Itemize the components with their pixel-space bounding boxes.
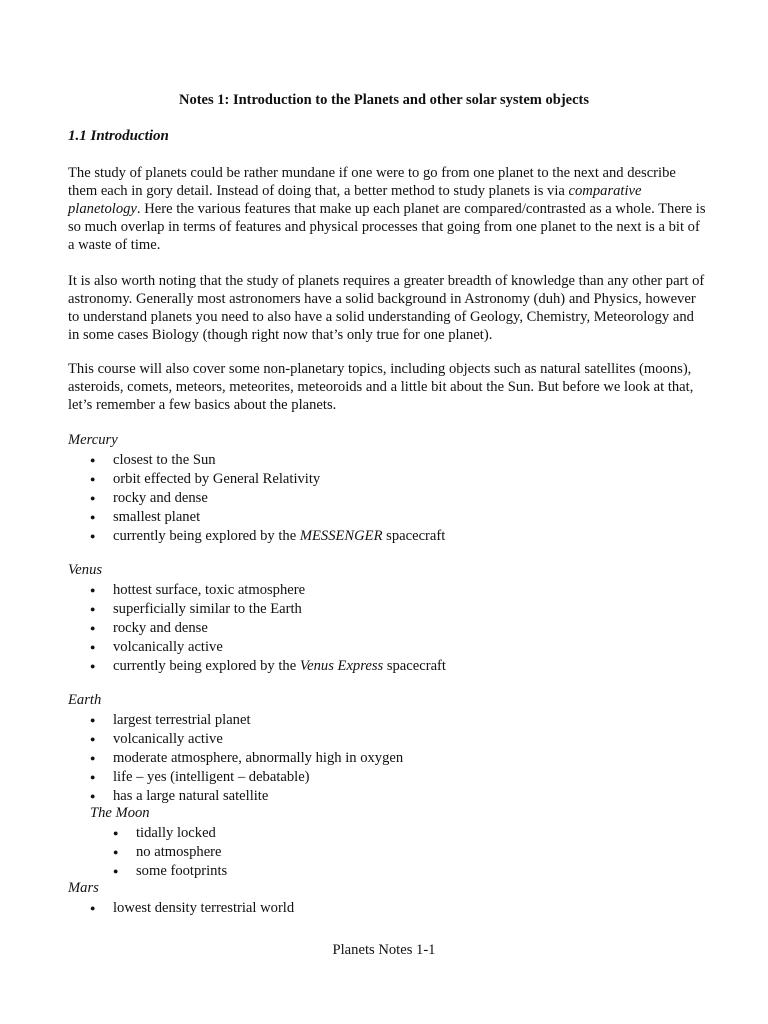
list-item: ● currently being explored by the Venus Express spacecraft bbox=[90, 657, 446, 676]
venus-heading: Venus bbox=[68, 562, 103, 578]
earth-heading: Earth bbox=[68, 692, 102, 708]
mercury-heading: Mercury bbox=[68, 432, 118, 448]
venus-list bbox=[90, 581, 446, 676]
list-item: ● lowest density terrestrial world bbox=[90, 899, 294, 918]
list-item: ● smallest planet bbox=[90, 508, 445, 527]
page-title: Notes 1: Introduction to the Planets and other solar system objects bbox=[178, 92, 589, 108]
list-item: ● rocky and dense bbox=[90, 489, 445, 508]
list-item: ● closest to the Sun bbox=[90, 451, 445, 470]
list-item: ● some footprints bbox=[113, 862, 227, 881]
page-footer: Planets Notes 1-1 bbox=[332, 942, 436, 958]
list-item: ● rocky and dense bbox=[90, 619, 446, 638]
intro-paragraph-2: It is also worth noting that the study of planets requires a greater breadth of knowledge than any other part of astronomy. Generally most astronomers have a solid background in Astronomy (duh) and Physics, however to understand planets you need to also have a solid understanding of Geology, Chemistry, Meteorology and in some cases Biology (though right now that’s only true for one planet). bbox=[68, 273, 705, 343]
intro-paragraph-1: The study of planets could be rather mundane if one were to go from one planet to the next and describe them each in gory detail. Instead of doing that, a better method to study planets is via comparative planetology. Here the various features that make up each planet are compared/contrasted as a whole. There is so much overlap in terms of features and physical processes that going from one planet to the next is a bit of a waste of time. bbox=[68, 165, 706, 253]
list-item: ● hottest surface, toxic atmosphere bbox=[90, 581, 446, 600]
list-item: ● tidally locked bbox=[113, 824, 227, 843]
mercury-list bbox=[90, 451, 445, 546]
list-item: ● orbit effected by General Relativity bbox=[90, 470, 445, 489]
list-item: ● life – yes (intelligent – debatable) bbox=[90, 768, 403, 787]
mars-heading: Mars bbox=[68, 880, 99, 896]
emphasis-comparative-planetology: comparative planetology bbox=[68, 183, 642, 217]
list-item: ● volcanically active bbox=[90, 638, 446, 657]
section-heading: 1.1 Introduction bbox=[68, 128, 169, 144]
moon-heading: The Moon bbox=[90, 805, 150, 821]
list-item: ● has a large natural satellite bbox=[90, 787, 403, 806]
list-item: ● moderate atmosphere, abnormally high in oxygen bbox=[90, 749, 403, 768]
intro-paragraph-3: This course will also cover some non-planetary topics, including objects such as natural satellites (moons), asteroids, comets, meteors, meteorites, meteoroids and a little bit about the Sun. But before we look at that, let’s remember a few basics about the planets. bbox=[68, 361, 694, 413]
list-item: ● volcanically active bbox=[90, 730, 403, 749]
mars-list bbox=[90, 899, 294, 918]
list-item: ● no atmosphere bbox=[113, 843, 227, 862]
list-item: ● currently being explored by the MESSENGER spacecraft bbox=[90, 527, 445, 546]
list-item: ● largest terrestrial planet bbox=[90, 711, 403, 730]
list-item: ● superficially similar to the Earth bbox=[90, 600, 446, 619]
earth-list bbox=[90, 711, 403, 806]
moon-list bbox=[113, 824, 227, 881]
